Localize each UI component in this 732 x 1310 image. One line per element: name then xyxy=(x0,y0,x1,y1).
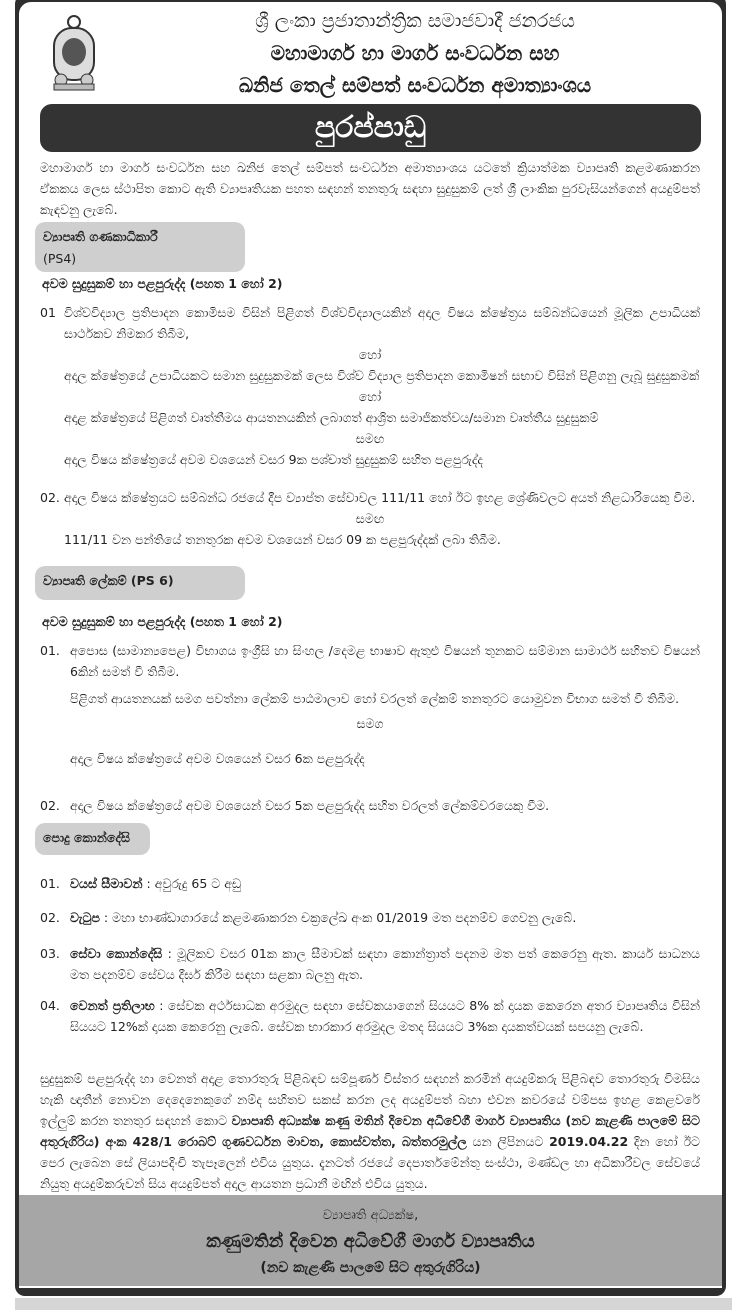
condition-item xyxy=(40,943,700,985)
ps4-item-1 xyxy=(40,302,700,470)
condition-item xyxy=(40,873,700,894)
signature-subtitle: (නව කැළණි පාලමේ සිට අතුරුගිරිය) xyxy=(260,1260,481,1276)
intro-paragraph: මහාමාර්ග හා මාර්ග සංවර්ධන සහ ඛනිජ තෙල් සම්පත් සංවර්ධන අමාත්‍යාංශය යටතේ ක්‍රියාත්මක ව්‍යාපෘති කළමණාකරන ඒකකය ලෙස ස්ථාපිත කොට ඇති ව්‍යාපෘතියක පහත සඳහන් තනතුරු සඳහා සුදුසුකම් ලත් ශ්‍රී ලාංකික පුරවැසියන්ගෙන් අයදුම්පත් කැඳවනු ලැබේ. xyxy=(40,160,700,217)
signature-title: ව්‍යාපෘති අධ්‍යක්ෂ, xyxy=(322,1208,419,1223)
ps6-item1-c: අදාල විෂය ක්ෂේත්‍රයේ අවම වශයෙන් වසර 6ක පළපුරුද්ද xyxy=(70,751,365,766)
or-label: හෝ xyxy=(358,347,382,362)
signature-project: කණුමතින් දිවෙන අධිවේගී මාර්ග ව්‍යාපෘතිය xyxy=(206,1231,535,1252)
condition-label: වෙනත් ප්‍රතිලාභ xyxy=(70,998,155,1013)
item-number: 01. xyxy=(40,876,60,891)
application-address: ව්‍යාපෘති අධ්‍යක්ෂ කණු මතින් දිවෙන අධිවේගී මාර්ග ව්‍යාපෘතිය (නව කැළණි පාලමේ සිට අතුරුගිරිය) අංක 428/1 රොබට් ගුණවර්ධන මාවත, කොස්වත්ත, බත්තරමුල්ල xyxy=(40,1113,700,1149)
condition-label: සේවා කොන්දේසි xyxy=(70,946,163,961)
ps4-item1-b: අදාල ක්ෂේත්‍රයේ උපාධියකට සමාන සුදුසුකමක් ලෙස විශ්ව විද්‍යාල ප්‍රතිපාදන කොමිෂන් සභාව විසින් පිළිගනු ලැබූ සුදුසුකමක් xyxy=(64,368,700,383)
closing-text: යන ලිපිනයට xyxy=(466,1134,550,1149)
ps6-title: ව්‍යාපෘති ලේකම් (PS 6) xyxy=(43,573,174,588)
closing-paragraph xyxy=(40,1068,700,1194)
ps4-item1-a: විශ්වවිද්‍යාල ප්‍රතිපාදන කොමිසම විසින් පිළිගත් විශ්වවිද්‍යාලයකින් අදාල විෂය ක්ෂේත්‍රය සම්බන්ධයෙන් මූලික උපාධියක් සාර්ථකව නිමකර තිබීම, xyxy=(64,305,700,341)
vacancies-banner: පුරප්පාඩු xyxy=(40,104,701,152)
item-number: 03. xyxy=(40,946,60,961)
condition-text: : මහා භාණ්ඩාගාරයේ කළමණාකරන චක්‍රලේඛ අංක 01/2019 මත පදනම්ව ගෙවනු ලැබේ. xyxy=(103,910,577,925)
item-number: 02. xyxy=(40,490,60,505)
item-number: 02. xyxy=(40,910,60,925)
ps4-item1-c: අදාළ ක්ෂේත්‍රයේ පිළිගත් වෘත්තීමය ආයතනයකින් ලබාගත් ආශ්‍රිත සමාජිකත්වය/සමාන වෘත්තීය සුදුසුකම් xyxy=(64,410,599,425)
closing-text: දින හෝ ඊට පෙර ලැබෙන සේ ලියාපදිංචි තැපෑලෙන් එවිය යුතුය. දැනටත් රජයේ දෙපාර්තමේන්තු සංස්ථා, මණ්ඩල හා අධිකාරීවල සේවයේ නියුතු අයදුම්කරුවන් සිය අයදුම්පත් අදාල ආයතන ප්‍රධානී මඟින් එවිය යුතුය. xyxy=(40,1134,700,1191)
condition-text: : සේවක අර්ථසාධක අරමුදල සඳහා සේවකයාගෙන් සියයට 8% ක් දායක කෙරෙන අතර ව්‍යාපෘතිය විසින් සියයට 12%ක් දායක කෙරෙනු ලැබේ. සේවක භාරකාර අරමුදල මතද සියයට 3%ක දායකත්වයක් සපයනු ලැබේ. xyxy=(70,998,701,1034)
ps6-subtitle: අවම සුදුසුකම් හා පළපුරුද්ද (පහත 1 හෝ 2) xyxy=(42,614,283,629)
closing-date: 2019.04.22 xyxy=(549,1134,629,1149)
condition-item xyxy=(40,995,700,1037)
condition-label: වැටුප xyxy=(70,910,100,925)
header-ministry-line1: මහාමාර්ග හා මාර්ග සංවර්ධන සහ xyxy=(270,41,560,65)
condition-text: : අවුරුදු 65 ට අඩු xyxy=(146,876,242,891)
ps6-item2-a: අදාල විෂය ක්ෂේත්‍රයේ අවම වශයෙන් වසර 5ක පළපුරුද්ද සහිත වරලත් ලේකම්වරයෙකු වීම. xyxy=(70,798,550,813)
and-label: සමඟ xyxy=(355,431,385,446)
condition-item xyxy=(40,907,700,928)
item-number: 04. xyxy=(40,998,60,1013)
conditions-section-box xyxy=(35,823,150,855)
or-label: හෝ xyxy=(358,389,382,404)
conditions-title: පොදු කොන්දේසි xyxy=(43,830,130,845)
ps6-section-box xyxy=(35,566,245,600)
ps4-item2-b: 111/11 වන පන්තියේ තනතුරක අවම වශයෙන් වසර 09 ක පළපුරුද්දක් ලබා තිබීම. xyxy=(64,532,501,547)
ps4-section-box xyxy=(35,222,245,272)
and-label: සමග xyxy=(356,716,384,731)
ps4-title: ව්‍යාපෘති ගණකාධිකාරී xyxy=(43,229,158,244)
ps6-item1-a: අපොස (සාමාන්‍යපෙළ) විභාගය ඉංග්‍රීසි හා සිංහල /දෙමළ භාෂාව ඇතුළු විෂයන් තුනකට සම්මාන සාමාර්ථ සහිතව විෂයන් 6කින් සමත් වී තිබීම. xyxy=(70,643,700,679)
ps4-item1-d: අදාල විෂය ක්ෂේත්‍රයේ අවම වශයෙන් වසර 9ක පශ්චාත් සුදුසුකම් සහිත පළපුරුද්ද xyxy=(64,452,483,467)
closing-text: සුදුසුකම් පළපුරුද්ද හා වෙනත් අදාළ තොරතුරු පිළිබඳව සම්පූර්ණ විස්තර සඳහන් කරමින් අයදුම්කරු පිළිබඳව තොරතුරු විමසිය හැකි ඥාතීන් නොවන දෙදෙනෙකුගේ නම්ද සහිතව සකස් කරන ලද අයදුම්පත් බහා එවන කවරයේ වම්පස ඉහළ කෙළවරේ ඉල්ලුම් කරන තනතුර සඳහන් කොට xyxy=(40,1071,700,1128)
and-label: සමඟ xyxy=(355,511,385,526)
ps4-subtitle: අවම සුදුසුකම් හා පළපුරුද්ද (පහත 1 හෝ 2) xyxy=(42,276,283,291)
header-republic: ශ්‍රී ලංකා ප්‍රජාතාන්ත්‍රික සමාජවාදී ජනරජය xyxy=(255,10,575,32)
sri-lanka-emblem-icon xyxy=(48,14,100,92)
bottom-strip xyxy=(15,1298,732,1310)
header-ministry-line2: ඛනිජ තෙල් සම්පත් සංවර්ධන අමාත්‍යාංශය xyxy=(238,73,592,97)
ps6-item-2 xyxy=(40,795,700,816)
ps6-item1-b: පිළිගත් ආයතනයක් සමග පවත්නා ලේකම් පාඨමාලාව හෝ වරලත් ලේකම් තනතුරට යොමුවන විභාග සමත් වී තිබීම. xyxy=(70,691,680,706)
condition-label: වයස් සීමාවන් xyxy=(70,876,143,891)
item-number: 01 xyxy=(40,305,56,320)
signature-block xyxy=(19,1195,722,1286)
item-number: 02. xyxy=(40,798,60,813)
ps4-code: (PS4) xyxy=(43,251,77,266)
ps4-item-2 xyxy=(40,487,700,550)
condition-text: : මූලිකව වසර 01ක කාල සීමාවක් සඳහා කොන්ත්‍රාත් පදනම මත පත් කෙරෙනු ඇත. කාර්ය සාධනය මත පදනම්ව සේවය දීර්ඝ කිරීම සඳහා සළකා බලනු ඇත. xyxy=(70,946,700,982)
ps6-item-1 xyxy=(40,640,700,769)
ps4-item2-a: අදාල විෂය ක්ෂේත්‍රයට සම්බන්ධ රජයේ දීප ව්‍යාප්ත සේවාවල 111/11 හෝ ඊට ඉහළ ශ්‍රේණිවලට අයත් නිළධාරියෙකු වීම. xyxy=(64,490,696,505)
item-number: 01. xyxy=(40,643,60,658)
